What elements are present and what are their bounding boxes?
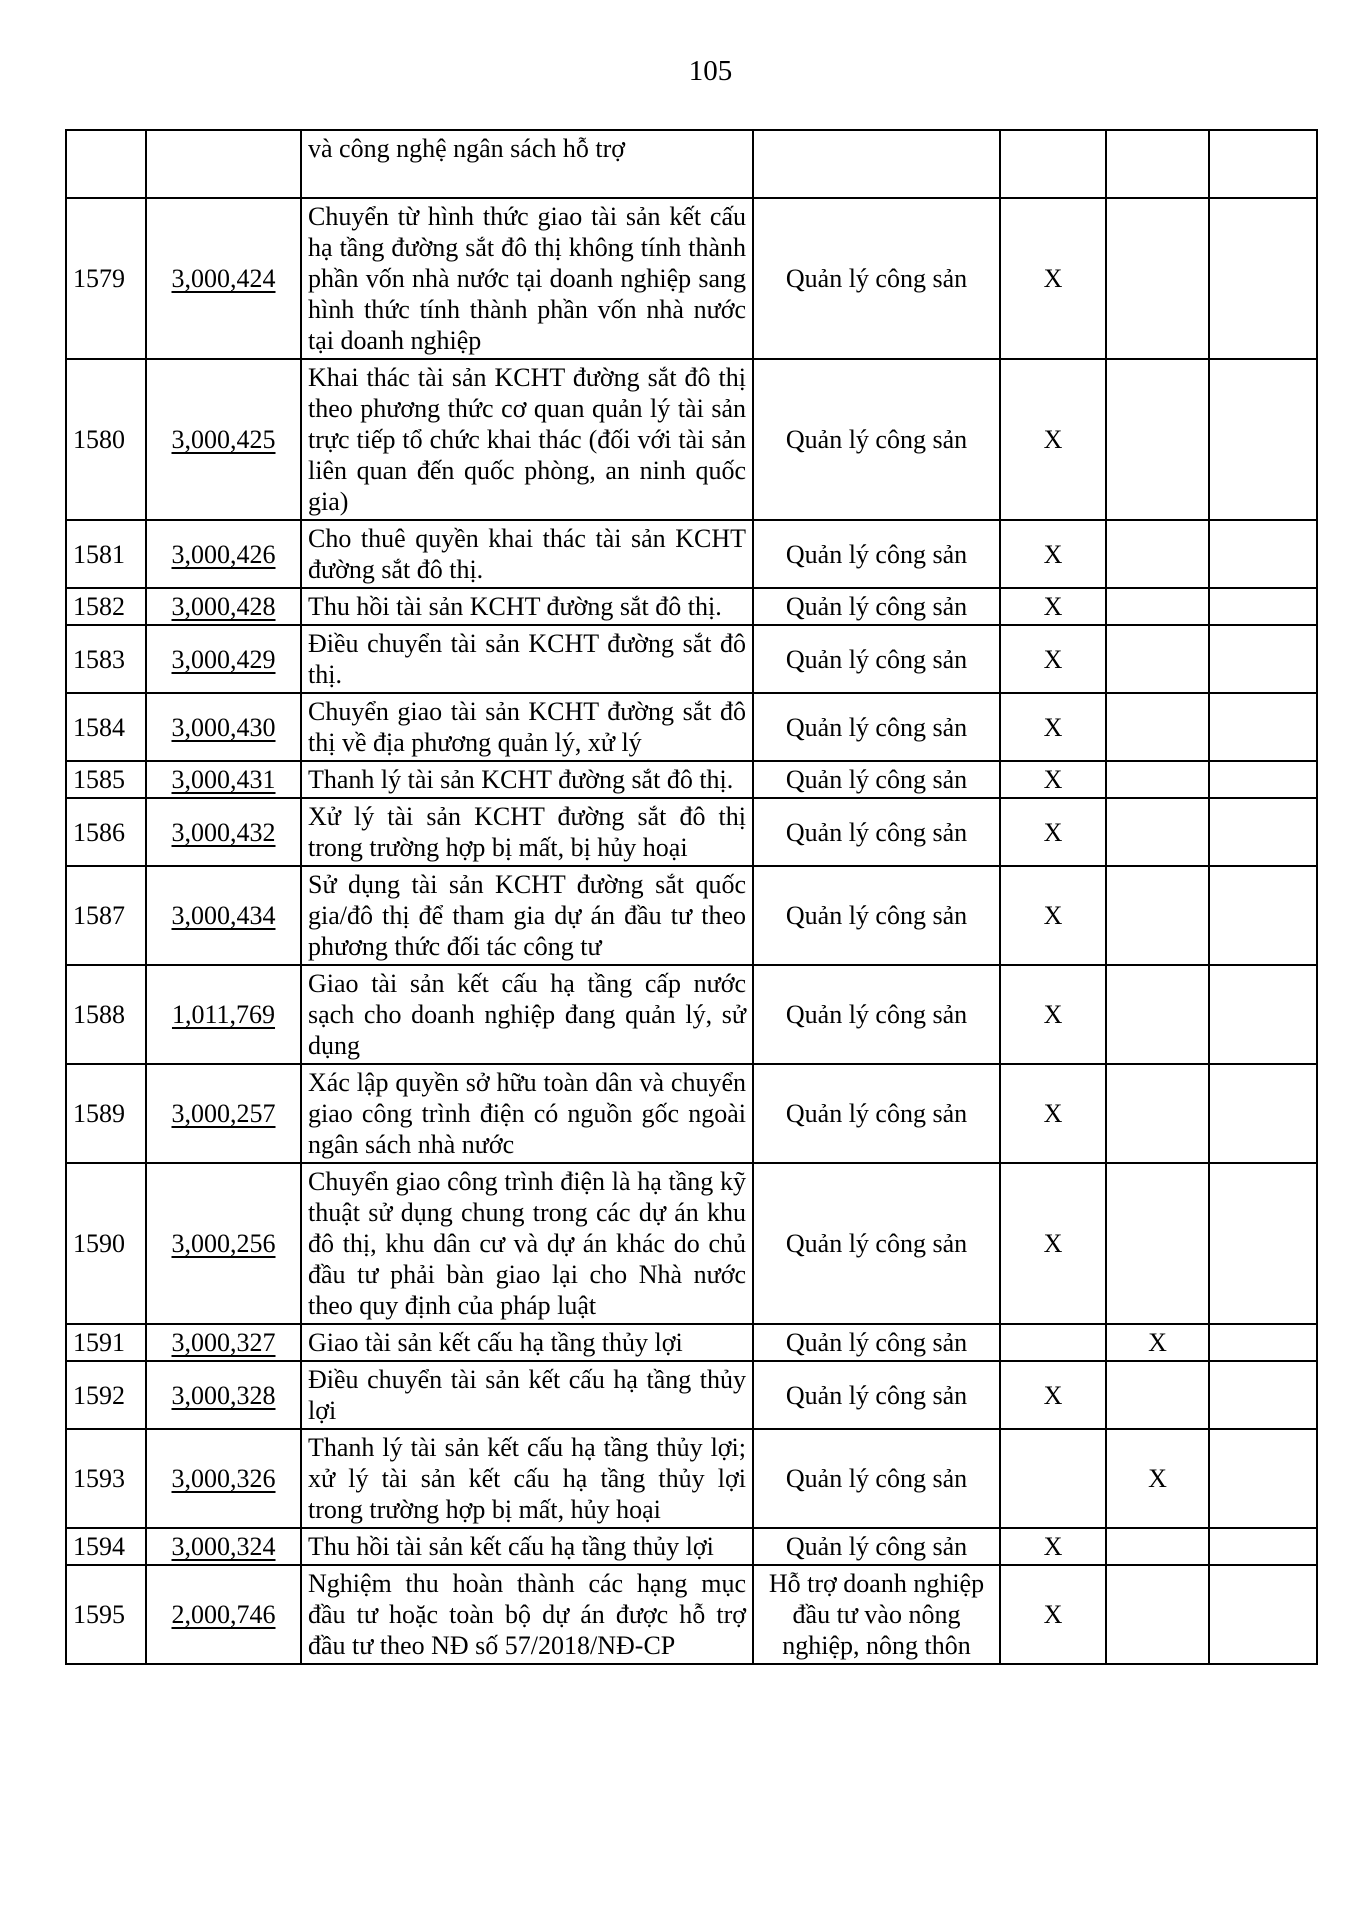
row-index-cell	[66, 130, 146, 198]
table-row	[66, 1565, 1317, 1664]
table-row	[66, 1528, 1317, 1565]
field-category-cell: Quản lý công sản	[753, 761, 1000, 798]
mark-cell-1: X	[1000, 520, 1106, 588]
procedure-description-cell: Chuyển giao công trình điện là hạ tầng kỹ thuật sử dụng chung trong các dự án khu đô thị, khu dân cư và dự án khác do chủ đầu tư phải bàn giao lại cho Nhà nước theo quy định của pháp luật	[301, 1163, 753, 1324]
row-index-cell: 1581	[66, 520, 146, 588]
mark-cell-1: X	[1000, 1064, 1106, 1163]
mark-cell-1: X	[1000, 798, 1106, 866]
mark-cell-2	[1106, 359, 1209, 520]
table-row	[66, 130, 1317, 198]
procedure-description-cell: Xử lý tài sản KCHT đường sắt đô thị trong trường hợp bị mất, bị hủy hoại	[301, 798, 753, 866]
procedure-code-cell: 3,000,432	[146, 798, 301, 866]
procedure-description-cell: Giao tài sản kết cấu hạ tầng cấp nước sạch cho doanh nghiệp đang quản lý, sử dụng	[301, 965, 753, 1064]
mark-cell-1: X	[1000, 1361, 1106, 1429]
procedure-code-cell: 3,000,326	[146, 1429, 301, 1528]
mark-cell-2	[1106, 1064, 1209, 1163]
table-row	[66, 1429, 1317, 1528]
mark-cell-3	[1209, 1064, 1317, 1163]
procedure-description-cell: Xác lập quyền sở hữu toàn dân và chuyển giao công trình điện có nguồn gốc ngoài ngân sách nhà nước	[301, 1064, 753, 1163]
procedure-description-cell: Khai thác tài sản KCHT đường sắt đô thị theo phương thức cơ quan quản lý tài sản trực tiếp tổ chức khai thác (đối với tài sản liên quan đến quốc phòng, an ninh quốc gia)	[301, 359, 753, 520]
field-category-cell: Quản lý công sản	[753, 198, 1000, 359]
mark-cell-2	[1106, 761, 1209, 798]
mark-cell-3	[1209, 359, 1317, 520]
table-row	[66, 693, 1317, 761]
procedure-description-cell: Điều chuyển tài sản KCHT đường sắt đô thị.	[301, 625, 753, 693]
row-index-cell: 1592	[66, 1361, 146, 1429]
procedure-code-cell	[146, 130, 301, 198]
procedure-code-cell: 3,000,328	[146, 1361, 301, 1429]
procedure-code-cell: 3,000,426	[146, 520, 301, 588]
mark-cell-2: X	[1106, 1324, 1209, 1361]
table-row	[66, 359, 1317, 520]
field-category-cell: Quản lý công sản	[753, 359, 1000, 520]
mark-cell-2	[1106, 1361, 1209, 1429]
mark-cell-2: X	[1106, 1429, 1209, 1528]
mark-cell-3	[1209, 761, 1317, 798]
procedure-code-cell: 3,000,430	[146, 693, 301, 761]
procedure-code-cell: 3,000,429	[146, 625, 301, 693]
procedure-description-cell: Thu hồi tài sản kết cấu hạ tầng thủy lợi	[301, 1528, 753, 1565]
field-category-cell: Quản lý công sản	[753, 1429, 1000, 1528]
table-row	[66, 625, 1317, 693]
mark-cell-1: X	[1000, 1528, 1106, 1565]
mark-cell-1	[1000, 1324, 1106, 1361]
table-row	[66, 965, 1317, 1064]
field-category-cell: Quản lý công sản	[753, 693, 1000, 761]
procedure-code-cell: 3,000,256	[146, 1163, 301, 1324]
procedure-code-cell: 1,011,769	[146, 965, 301, 1064]
row-index-cell: 1594	[66, 1528, 146, 1565]
mark-cell-3	[1209, 1528, 1317, 1565]
mark-cell-1: X	[1000, 965, 1106, 1064]
row-index-cell: 1586	[66, 798, 146, 866]
table-row	[66, 1163, 1317, 1324]
procedure-code-cell: 3,000,327	[146, 1324, 301, 1361]
field-category-cell: Quản lý công sản	[753, 1163, 1000, 1324]
table-body	[66, 130, 1317, 1664]
table-row	[66, 588, 1317, 625]
mark-cell-3	[1209, 1565, 1317, 1664]
row-index-cell: 1587	[66, 866, 146, 965]
mark-cell-3	[1209, 130, 1317, 198]
procedure-code-cell: 3,000,257	[146, 1064, 301, 1163]
mark-cell-1: X	[1000, 1565, 1106, 1664]
field-category-cell: Quản lý công sản	[753, 1324, 1000, 1361]
mark-cell-3	[1209, 520, 1317, 588]
mark-cell-2	[1106, 198, 1209, 359]
procedures-table	[65, 129, 1318, 1665]
table-row	[66, 1361, 1317, 1429]
mark-cell-3	[1209, 1429, 1317, 1528]
table-row	[66, 866, 1317, 965]
mark-cell-2	[1106, 520, 1209, 588]
mark-cell-3	[1209, 1324, 1317, 1361]
mark-cell-3	[1209, 866, 1317, 965]
mark-cell-3	[1209, 1361, 1317, 1429]
field-category-cell: Quản lý công sản	[753, 520, 1000, 588]
mark-cell-1	[1000, 130, 1106, 198]
mark-cell-1: X	[1000, 866, 1106, 965]
table-row	[66, 1064, 1317, 1163]
mark-cell-2	[1106, 866, 1209, 965]
row-index-cell: 1584	[66, 693, 146, 761]
mark-cell-1: X	[1000, 625, 1106, 693]
mark-cell-1: X	[1000, 588, 1106, 625]
procedure-code-cell: 3,000,434	[146, 866, 301, 965]
field-category-cell: Quản lý công sản	[753, 625, 1000, 693]
row-index-cell: 1595	[66, 1565, 146, 1664]
mark-cell-1: X	[1000, 359, 1106, 520]
mark-cell-2	[1106, 1565, 1209, 1664]
mark-cell-1: X	[1000, 761, 1106, 798]
row-index-cell: 1589	[66, 1064, 146, 1163]
field-category-cell: Quản lý công sản	[753, 798, 1000, 866]
mark-cell-3	[1209, 1163, 1317, 1324]
row-index-cell: 1585	[66, 761, 146, 798]
mark-cell-1: X	[1000, 693, 1106, 761]
procedure-code-cell: 3,000,428	[146, 588, 301, 625]
row-index-cell: 1579	[66, 198, 146, 359]
mark-cell-2	[1106, 625, 1209, 693]
procedure-description-cell: Cho thuê quyền khai thác tài sản KCHT đường sắt đô thị.	[301, 520, 753, 588]
row-index-cell: 1590	[66, 1163, 146, 1324]
procedure-description-cell: và công nghệ ngân sách hỗ trợ	[301, 130, 753, 198]
mark-cell-1	[1000, 1429, 1106, 1528]
field-category-cell: Hỗ trợ doanh nghiệp đầu tư vào nông nghiệp, nông thôn	[753, 1565, 1000, 1664]
mark-cell-2	[1106, 798, 1209, 866]
procedure-description-cell: Điều chuyển tài sản kết cấu hạ tầng thủy lợi	[301, 1361, 753, 1429]
field-category-cell: Quản lý công sản	[753, 965, 1000, 1064]
field-category-cell	[753, 130, 1000, 198]
field-category-cell: Quản lý công sản	[753, 588, 1000, 625]
row-index-cell: 1591	[66, 1324, 146, 1361]
mark-cell-3	[1209, 965, 1317, 1064]
row-index-cell: 1593	[66, 1429, 146, 1528]
procedure-description-cell: Chuyển giao tài sản KCHT đường sắt đô thị về địa phương quản lý, xử lý	[301, 693, 753, 761]
procedure-code-cell: 3,000,425	[146, 359, 301, 520]
procedure-code-cell: 2,000,746	[146, 1565, 301, 1664]
row-index-cell: 1580	[66, 359, 146, 520]
mark-cell-3	[1209, 625, 1317, 693]
mark-cell-2	[1106, 965, 1209, 1064]
table-row	[66, 520, 1317, 588]
mark-cell-3	[1209, 693, 1317, 761]
row-index-cell: 1583	[66, 625, 146, 693]
mark-cell-2	[1106, 693, 1209, 761]
field-category-cell: Quản lý công sản	[753, 1064, 1000, 1163]
mark-cell-3	[1209, 798, 1317, 866]
table-row	[66, 761, 1317, 798]
procedure-code-cell: 3,000,324	[146, 1528, 301, 1565]
field-category-cell: Quản lý công sản	[753, 1361, 1000, 1429]
procedure-code-cell: 3,000,431	[146, 761, 301, 798]
procedure-description-cell: Chuyển từ hình thức giao tài sản kết cấu hạ tầng đường sắt đô thị không tính thành phần vốn nhà nước tại doanh nghiệp sang hình thức tính thành phần vốn nhà nước tại doanh nghiệp	[301, 198, 753, 359]
mark-cell-1: X	[1000, 1163, 1106, 1324]
mark-cell-3	[1209, 588, 1317, 625]
procedure-description-cell: Thu hồi tài sản KCHT đường sắt đô thị.	[301, 588, 753, 625]
table-row	[66, 198, 1317, 359]
procedure-description-cell: Nghiệm thu hoàn thành các hạng mục đầu tư hoặc toàn bộ dự án được hỗ trợ đầu tư theo NĐ số 57/2018/NĐ-CP	[301, 1565, 753, 1664]
mark-cell-3	[1209, 198, 1317, 359]
procedure-description-cell: Sử dụng tài sản KCHT đường sắt quốc gia/đô thị để tham gia dự án đầu tư theo phương thức đối tác công tư	[301, 866, 753, 965]
mark-cell-2	[1106, 588, 1209, 625]
mark-cell-1: X	[1000, 198, 1106, 359]
table-row	[66, 1324, 1317, 1361]
page-number: 105	[688, 55, 733, 87]
procedure-description-cell: Giao tài sản kết cấu hạ tầng thủy lợi	[301, 1324, 753, 1361]
mark-cell-2	[1106, 1528, 1209, 1565]
mark-cell-2	[1106, 1163, 1209, 1324]
field-category-cell: Quản lý công sản	[753, 866, 1000, 965]
table-row	[66, 798, 1317, 866]
procedure-description-cell: Thanh lý tài sản KCHT đường sắt đô thị.	[301, 761, 753, 798]
field-category-cell: Quản lý công sản	[753, 1528, 1000, 1565]
row-index-cell: 1582	[66, 588, 146, 625]
mark-cell-2	[1106, 130, 1209, 198]
procedure-code-cell: 3,000,424	[146, 198, 301, 359]
row-index-cell: 1588	[66, 965, 146, 1064]
procedure-description-cell: Thanh lý tài sản kết cấu hạ tầng thủy lợi; xử lý tài sản kết cấu hạ tầng thủy lợi trong trường hợp bị mất, hủy hoại	[301, 1429, 753, 1528]
